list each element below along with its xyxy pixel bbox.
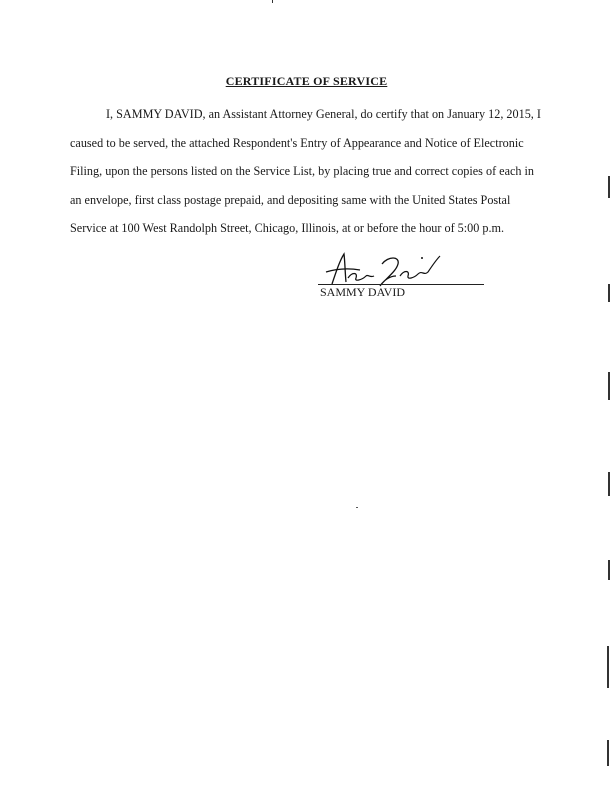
scan-edge-mark <box>607 646 609 688</box>
scan-edge-mark <box>608 372 610 400</box>
scan-edge-mark <box>607 740 609 766</box>
certification-paragraph: I, SAMMY DAVID, an Assistant Attorney General, do certify that on January 12, 2015, I caused to be served, the attached Respondent's Entry of Appearance and Notice of Electronic Filing, upon the persons listed on the Service List, by placing true and correct copies of each in an envelope, first class postage prepaid, and depositing same with the United States Postal Service at 100 West Randolph Street, Chicago, Illinois, at or before the hour of 5:00 p.m. <box>70 107 541 235</box>
handwritten-signature <box>318 246 488 288</box>
certification-body <box>70 100 546 243</box>
signer-name: SAMMY DAVID <box>320 285 406 299</box>
scan-speck <box>356 507 358 508</box>
scan-edge-mark <box>608 284 610 302</box>
scan-edge-mark <box>608 560 610 580</box>
scan-edge-mark <box>608 176 610 198</box>
document-title: CERTIFICATE OF SERVICE <box>225 74 388 88</box>
scan-edge-mark <box>272 0 273 3</box>
scan-edge-mark <box>608 472 610 496</box>
